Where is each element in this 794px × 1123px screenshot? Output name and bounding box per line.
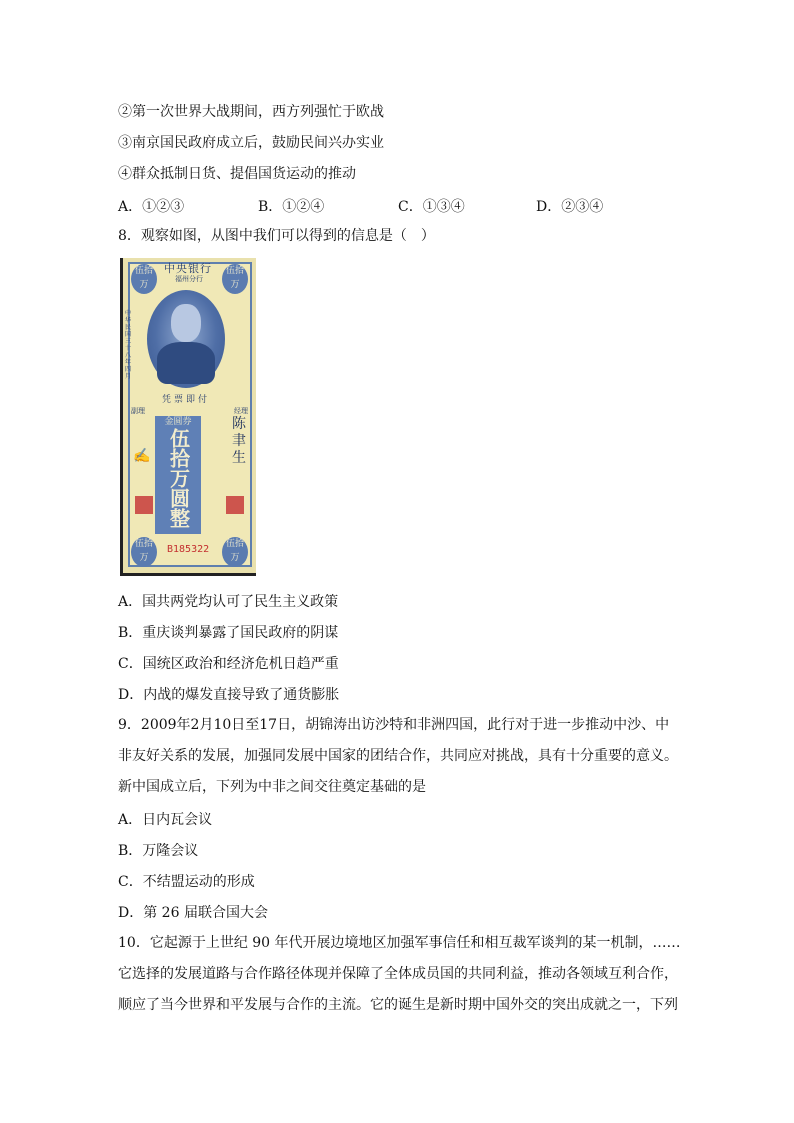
q9-stem-line-1: 9．2009年2月10日至17日，胡锦涛出访沙特和非洲四国，此行对于进一步推动中沙、中 [118, 717, 670, 733]
banknote-signature-left-icon: ✍ [133, 448, 151, 464]
portrait-face [171, 304, 201, 342]
q10-stem-line-1: 10．它起源于上世纪 90 年代开展边境地区加强军事信任和相互裁军谈判的某一机制，…… [118, 935, 681, 951]
banknote-right-label: 经理 [234, 407, 248, 415]
q7-option-b[interactable]: B．①②④ [258, 199, 325, 215]
banknote-corner-bl: 伍拾万 [131, 537, 157, 567]
banknote-left-label: 副理 [131, 407, 145, 415]
banknote-bank-name: 中央银行 [164, 262, 212, 275]
q10-stem-line-2: 它选择的发展道路与合作路径体现并保障了全体成员国的共同利益，推动各领域互利合作， [118, 966, 678, 982]
banknote-denomination-value: 伍拾万圆整 [166, 428, 191, 528]
banknote-date: 中华民国三十八年四月 [125, 310, 132, 380]
q8-stem: 8．观察如图，从图中我们可以得到的信息是（ ） [118, 228, 435, 244]
q9-option-a[interactable]: A．日内瓦会议 [118, 812, 213, 828]
q8-option-c[interactable]: C．国统区政治和经济危机日趋严重 [118, 656, 339, 672]
banknote-portrait [147, 290, 225, 388]
q7-item-2: ②第一次世界大战期间，西方列强忙于欧战 [118, 104, 384, 120]
q10-stem [118, 928, 681, 1021]
banknote-signature: 陈聿生 [232, 416, 246, 466]
q7-item-3: ③南京国民政府成立后，鼓励民间兴办实业 [118, 135, 384, 151]
q8-option-a[interactable]: A．国共两党均认可了民生主义政策 [118, 594, 339, 610]
q9-option-c[interactable]: C．不结盟运动的形成 [118, 874, 255, 890]
q9-stem [118, 710, 678, 803]
banknote-branch: 福州分行 [175, 275, 203, 283]
q7-options [118, 196, 678, 216]
red-seal-icon [135, 496, 153, 514]
q7-option-d[interactable]: D．②③④ [536, 199, 604, 215]
red-seal-icon [226, 496, 244, 514]
portrait-body [157, 342, 215, 384]
q7-option-c[interactable]: C．①③④ [398, 199, 465, 215]
q10-stem-line-3: 顺应了当今世界和平发展与合作的主流。它的诞生是新时期中国外交的突出成就之一，下列 [118, 997, 678, 1013]
q8-option-b[interactable]: B．重庆谈判暴露了国民政府的阴谋 [118, 625, 339, 641]
banknote-serial: B185322 [167, 544, 210, 555]
banknote-image [120, 258, 256, 576]
q9-stem-line-3: 新中国成立后，下列为中非之间交往奠定基础的是 [118, 779, 426, 795]
banknote-corner-tl: 伍拾万 [131, 264, 157, 294]
banknote-denomination-top: 金圆券 [164, 417, 192, 427]
q7-option-a[interactable]: A．①②③ [118, 199, 185, 215]
q9-stem-line-2: 非友好关系的发展，加强同发展中国家的团结合作，共同应对挑战，具有十分重要的意义。 [118, 748, 678, 764]
q7-item-4: ④群众抵制日货、提倡国货运动的推动 [118, 166, 356, 182]
q8-option-d[interactable]: D．内战的爆发直接导致了通货膨胀 [118, 687, 340, 703]
banknote-payable: 凭票即付 [161, 395, 210, 405]
banknote-corner-tr: 伍拾万 [222, 264, 248, 294]
banknote-denomination [155, 416, 201, 534]
banknote-corner-br: 伍拾万 [222, 537, 248, 567]
q9-option-b[interactable]: B．万隆会议 [118, 843, 199, 859]
q9-option-d[interactable]: D．第 26 届联合国大会 [118, 905, 268, 921]
